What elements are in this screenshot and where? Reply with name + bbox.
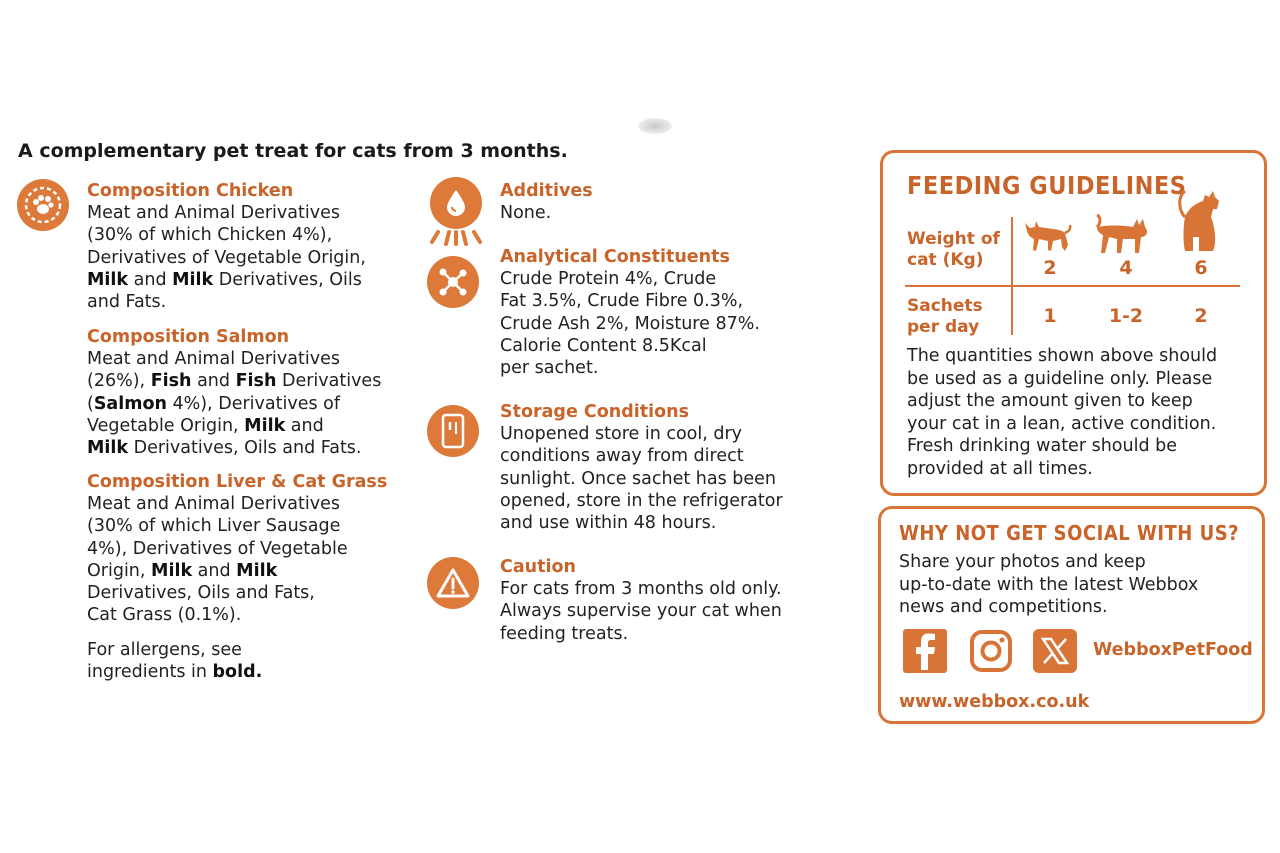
social-box: [878, 506, 1265, 724]
page-headline: A complementary pet treat for cats from 3 months.: [18, 140, 568, 162]
text-line: conditions away from direct: [500, 446, 744, 467]
composition-liver-title: Composition Liver & Cat Grass: [87, 472, 388, 492]
text-line: None.: [500, 203, 552, 223]
text-line: Origin, Milk and Milk: [87, 560, 278, 581]
text-line: feeding treats.: [500, 623, 629, 644]
paw-composition-icon: [17, 179, 69, 231]
composition-liver-text: [87, 493, 417, 627]
storage-conditions: [500, 401, 860, 534]
text-line: For allergens, see: [87, 640, 242, 660]
table-horizontal-divider: [905, 285, 1240, 287]
social-handle[interactable]: WebboxPetFood: [1093, 640, 1253, 660]
sachets-value: 2: [1194, 305, 1208, 327]
composition-chicken-text: [87, 202, 417, 313]
additives-title: Additives: [500, 181, 593, 201]
weight-value: 6: [1194, 257, 1208, 279]
weight-label: Weight of cat (Kg): [907, 229, 1000, 270]
additives: [500, 180, 860, 224]
text-line: (26%), Fish and Fish Derivatives: [87, 371, 382, 392]
analytical-text: [500, 268, 860, 379]
website-link[interactable]: www.webbox.co.uk: [899, 692, 1090, 712]
feeding-guidelines-box: [880, 150, 1267, 496]
composition-salmon: [87, 326, 417, 459]
composition-liver: [87, 471, 417, 627]
sachets-value: 1-2: [1108, 305, 1144, 327]
text-line: opened, store in the refrigerator: [500, 490, 783, 511]
text-line: Meat and Animal Derivatives: [87, 203, 340, 223]
text-line: and use within 48 hours.: [500, 513, 717, 534]
caution-title: Caution: [500, 557, 576, 577]
composition-chicken-title: Composition Chicken: [87, 181, 294, 201]
additives-text: [500, 202, 860, 224]
molecule-icon: [427, 256, 479, 308]
social-title: WHY NOT GET SOCIAL WITH US?: [899, 521, 1240, 545]
large-cat-icon: [1173, 187, 1225, 253]
composition-salmon-title: Composition Salmon: [87, 327, 290, 347]
text-line: 4%), Derivatives of Vegetable: [87, 538, 348, 559]
text-line: ingredients in bold.: [87, 662, 263, 683]
social-text: Share your photos and keep up-to-date with the latest Webbox news and competitions.: [899, 552, 1199, 617]
text-line: Milk and Milk Derivatives, Oils: [87, 269, 362, 290]
small-cat-icon: [1021, 217, 1073, 253]
text-line: Unopened store in cool, dry: [500, 424, 743, 444]
drop-additives-icon: [430, 177, 482, 229]
weight-value: 4: [1119, 257, 1133, 279]
analytical-constituents: [500, 246, 860, 379]
text-line: Meat and Animal Derivatives: [87, 494, 340, 514]
text-line: For cats from 3 months old only.: [500, 579, 782, 599]
text-line: per sachet.: [500, 358, 599, 379]
text-line: Always supervise your cat when: [500, 601, 782, 622]
text-line: (30% of which Chicken 4%),: [87, 225, 333, 246]
text-line: Milk Derivatives, Oils and Fats.: [87, 438, 362, 459]
text-line: (Salmon 4%), Derivatives of: [87, 393, 341, 414]
table-vertical-divider: [1011, 217, 1013, 335]
storage-title: Storage Conditions: [500, 402, 690, 422]
text-line: Meat and Animal Derivatives: [87, 349, 340, 369]
warning-icon: [427, 557, 479, 609]
text-line: and Fats.: [87, 292, 167, 313]
composition-chicken: [87, 180, 417, 313]
caution: [500, 556, 860, 645]
feeding-note: The quantities shown above should be used as a guideline only. Please adjust the amount given to keep your cat in a lean, active condition. Fresh drinking water should be provided at all times.: [907, 346, 1218, 479]
text-line: Vegetable Origin, Milk and: [87, 415, 324, 436]
caution-text: [500, 578, 860, 645]
allergens-text: [87, 639, 417, 684]
decorative-blur: [638, 118, 672, 134]
text-line: Derivatives of Vegetable Origin,: [87, 247, 366, 268]
x-icon[interactable]: [1033, 629, 1077, 673]
text-line: sunlight. Once sachet has been: [500, 468, 777, 489]
instagram-icon[interactable]: [969, 629, 1013, 673]
fridge-icon: [427, 405, 479, 457]
sachets-label: Sachets per day: [907, 296, 983, 337]
allergens-note: [87, 639, 417, 684]
text-line: Crude Ash 2%, Moisture 87%.: [500, 313, 760, 334]
analytical-title: Analytical Constituents: [500, 247, 730, 267]
composition-salmon-text: [87, 348, 417, 459]
text-line: Derivatives, Oils and Fats,: [87, 583, 315, 604]
facebook-icon[interactable]: [903, 629, 947, 673]
text-line: (30% of which Liver Sausage: [87, 516, 341, 537]
sachets-value: 1: [1043, 305, 1057, 327]
feeding-guidelines-title: FEEDING GUIDELINES: [907, 171, 1187, 200]
text-line: Calorie Content 8.5Kcal: [500, 335, 707, 356]
weight-value: 2: [1043, 257, 1057, 279]
drip-lines-icon: [426, 226, 486, 246]
storage-text: [500, 423, 860, 534]
text-line: Cat Grass (0.1%).: [87, 605, 242, 626]
text-line: Crude Protein 4%, Crude: [500, 269, 717, 289]
text-line: Fat 3.5%, Crude Fibre 0.3%,: [500, 291, 744, 312]
